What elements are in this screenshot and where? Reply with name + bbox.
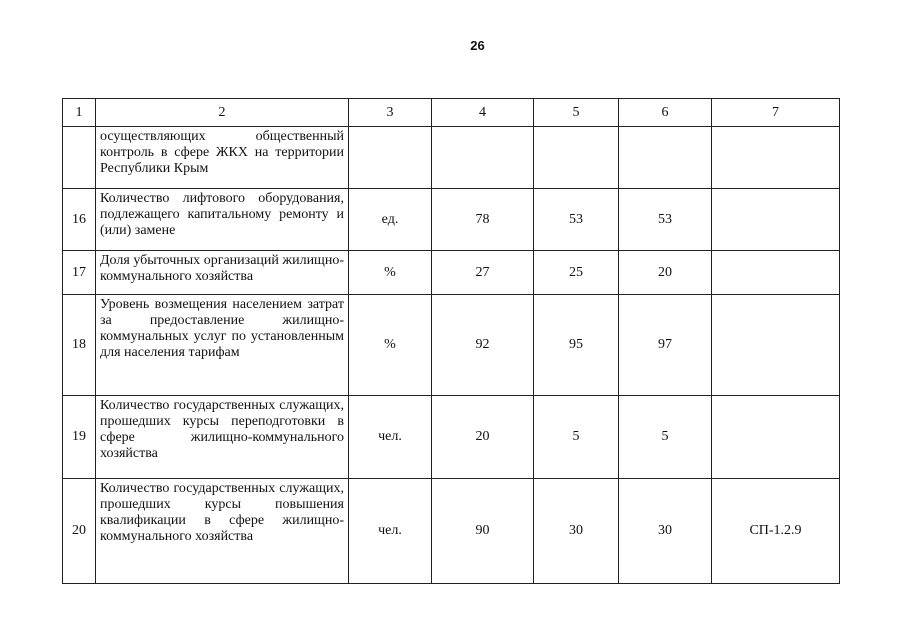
row-number: 16 <box>63 189 96 251</box>
row-value-col5: 53 <box>534 189 619 251</box>
row-number: 17 <box>63 251 96 295</box>
row-value-col4: 78 <box>432 189 534 251</box>
row-number: 18 <box>63 295 96 396</box>
row-value-col5: 30 <box>534 479 619 584</box>
row-value-col4: 90 <box>432 479 534 584</box>
column-header: 6 <box>619 99 712 127</box>
row-number: 19 <box>63 396 96 479</box>
row-unit: чел. <box>349 479 432 584</box>
row-number <box>63 127 96 189</box>
row-value-col5: 95 <box>534 295 619 396</box>
row-unit <box>349 127 432 189</box>
row-unit: ед. <box>349 189 432 251</box>
row-description: Количество лифтового оборудования, подлежащего капитальному ремонту и (или) замене <box>96 189 349 251</box>
column-header: 5 <box>534 99 619 127</box>
row-value-col5: 25 <box>534 251 619 295</box>
table-row <box>63 479 840 584</box>
column-header: 3 <box>349 99 432 127</box>
row-unit: % <box>349 251 432 295</box>
row-description: Количество государственных служащих, прошедших курсы повышения квалификации в сфере жилищно-коммунального хозяйства <box>96 479 349 584</box>
column-header: 1 <box>63 99 96 127</box>
row-unit: % <box>349 295 432 396</box>
row-description: Уровень возмещения населением затрат за предоставление жилищно-коммунальных услуг по установленным для населения тарифам <box>96 295 349 396</box>
column-header: 4 <box>432 99 534 127</box>
indicators-table <box>62 98 840 584</box>
row-description: осуществляющих общественный контроль в сфере ЖКХ на территории Республики Крым <box>96 127 349 189</box>
row-number: 20 <box>63 479 96 584</box>
column-header: 7 <box>712 99 840 127</box>
row-value-col6 <box>619 127 712 189</box>
row-value-col6: 53 <box>619 189 712 251</box>
row-unit: чел. <box>349 396 432 479</box>
row-value-col4 <box>432 127 534 189</box>
table-row <box>63 295 840 396</box>
row-description: Количество государственных служащих, прошедших курсы переподготовки в сфере жилищно-коммунального хозяйства <box>96 396 349 479</box>
table-row <box>63 396 840 479</box>
row-value-col4: 92 <box>432 295 534 396</box>
row-value-col4: 27 <box>432 251 534 295</box>
table-header-row <box>63 99 840 127</box>
row-value-col6: 5 <box>619 396 712 479</box>
row-value-col6: 20 <box>619 251 712 295</box>
table-row <box>63 127 840 189</box>
row-note <box>712 396 840 479</box>
page-number: 26 <box>470 38 485 53</box>
row-note <box>712 127 840 189</box>
row-value-col5: 5 <box>534 396 619 479</box>
column-header: 2 <box>96 99 349 127</box>
row-value-col4: 20 <box>432 396 534 479</box>
row-value-col5 <box>534 127 619 189</box>
row-value-col6: 97 <box>619 295 712 396</box>
row-value-col6: 30 <box>619 479 712 584</box>
row-note: СП-1.2.9 <box>712 479 840 584</box>
table-row <box>63 251 840 295</box>
row-note <box>712 251 840 295</box>
row-note <box>712 189 840 251</box>
row-description: Доля убыточных организаций жилищно-коммунального хозяйства <box>96 251 349 295</box>
table-row <box>63 189 840 251</box>
row-note <box>712 295 840 396</box>
